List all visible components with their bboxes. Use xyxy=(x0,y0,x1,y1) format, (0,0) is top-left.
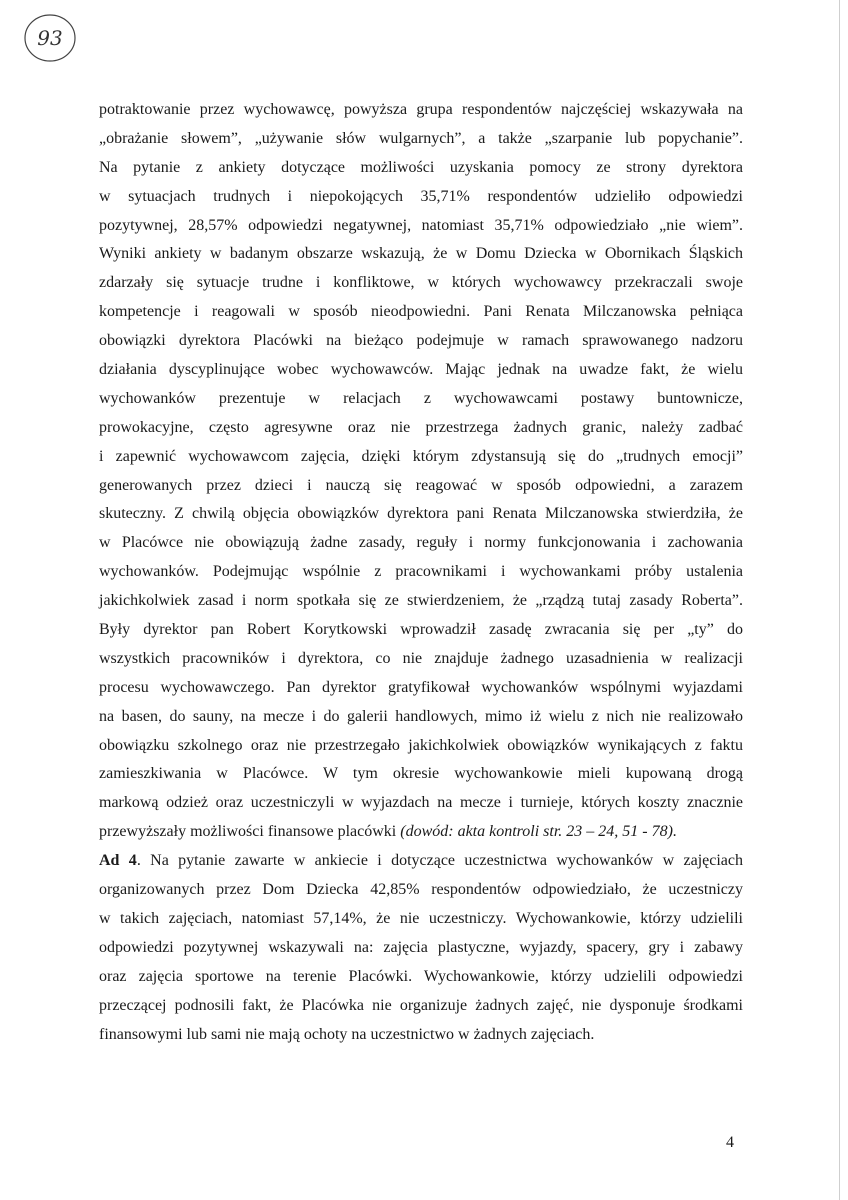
text-line: markową odzież oraz uczestniczyli w wyjazdach na mecze i turnieje, których koszty znacznie xyxy=(99,794,743,812)
text-line: wychowanków. Podejmując wspólnie z pracownikami i wychowankami próby ustalenia xyxy=(99,563,743,581)
text-line: Były dyrektor pan Robert Korytkowski wprowadził zasadę zwracania się per „ty” do xyxy=(99,621,743,639)
scan-edge-line xyxy=(839,0,840,1200)
text-line: potraktowanie przez wychowawcę, powyższa grupa respondentów najczęściej wskazywała na xyxy=(99,101,743,118)
text-line: finansowymi lub sami nie mają ochoty na uczestnictwo w żadnych zajęciach. xyxy=(99,1025,595,1043)
text-line: w Placówce nie obowiązują żadne zasady, reguły i normy funkcjonowania i zachowania xyxy=(99,534,743,552)
text-line: zdarzały się sytuacje trudne i konfliktowe, w których wychowawcy przekraczali swoje xyxy=(99,274,743,292)
text-line: i zapewnić wychowawcom zajęcia, dzięki którym zdystansują się do „trudnych emocji” xyxy=(99,447,743,465)
text-line: oraz zajęcia sportowe na terenie Placówki. Wychowankowie, którzy udzielili odpowiedzi xyxy=(99,967,743,985)
section-label: Ad 4 xyxy=(99,852,137,870)
page-number: 4 xyxy=(726,1134,734,1151)
text-line: w sytuacjach trudnych i niepokojących 35,71% respondentów udzieliło odpowiedzi xyxy=(99,187,743,205)
text-line: odpowiedzi pozytywnej wskazywali na: zajęcia plastyczne, wyjazdy, spacery, gry i zabawy xyxy=(99,938,743,956)
text-line: procesu wychowawczego. Pan dyrektor gratyfikował wychowanków wspólnymi wyjazdami xyxy=(99,678,743,696)
text-line: obowiązku szkolnego oraz nie przestrzegało jakichkolwiek obowiązków wynikających z faktu xyxy=(99,736,743,754)
text-line: kompetencje i reagowali w sposób nieodpowiedni. Pani Renata Milczanowska pełniąca xyxy=(99,303,743,321)
text-line: organizowanych przez Dom Dziecka 42,85% respondentów odpowiedziało, że uczestniczy xyxy=(99,881,743,899)
line-text: . Na pytanie zawarte w ankiecie i dotyczące uczestnictwa wychowanków w zajęciach xyxy=(136,852,744,870)
text-line: skuteczny. Z chwilą objęcia obowiązków dyrektora pani Renata Milczanowska stwierdziła, że xyxy=(99,505,743,523)
text-line: Wyniki ankiety w badanym obszarze wskazują, że w Domu Dziecka w Obornikach Śląskich xyxy=(99,245,743,263)
text-line: pozytywnej, 28,57% odpowiedzi negatywnej, natomiast 35,71% odpowiedziało „nie wiem”. xyxy=(99,216,743,234)
text-line: zamieszkiwania w Placówce. W tym okresie wychowankowie mieli kupowaną drogą xyxy=(99,765,743,783)
stamp-number: 93 xyxy=(37,26,63,50)
handwritten-page-number-stamp xyxy=(22,10,78,66)
evidence-reference: (dowód: akta kontroli str. 23 – 24, 51 - 78). xyxy=(400,823,677,841)
section-line-ad4 xyxy=(99,847,743,876)
text-line: działania dyscyplinujące wobec wychowawców. Mając jednak na uwadze fakt, że wielu xyxy=(99,361,743,379)
text-line: w takich zajęciach, natomiast 57,14%, że nie uczestniczy. Wychowankowie, którzy udzielili xyxy=(99,909,743,927)
text-line: wychowanków prezentuje w relacjach z wychowawcami postawy buntownicze, xyxy=(99,389,743,407)
text-line: obowiązki dyrektora Placówki na bieżąco podejmuje w ramach sprawowanego nadzoru xyxy=(99,332,743,350)
text-line: jakichkolwiek zasad i norm spotkała się ze stwierdzeniem, że „rządzą tutaj zasady Roberta”. xyxy=(99,592,743,610)
text-line-with-evidence xyxy=(99,818,743,847)
line-text: przewyższały możliwości finansowe placówki xyxy=(99,823,401,841)
body-text xyxy=(99,96,743,1049)
text-line: „obrażanie słowem”, „używanie słów wulgarnych”, a także „szarpanie lub popychanie”. xyxy=(99,129,743,147)
text-line: na basen, do sauny, na mecze i do galerii handlowych, mimo iż wielu z nich nie realizowało xyxy=(99,707,743,725)
text-line: wszystkich pracowników i dyrektora, co nie znajduje żadnego uzasadnienia w realizacji xyxy=(99,649,743,667)
text-line: Na pytanie z ankiety dotyczące możliwości uzyskania pomocy ze strony dyrektora xyxy=(99,158,743,176)
text-line: prowokacyjne, często agresywne oraz nie przestrzega żadnych granic, należy zadbać xyxy=(99,418,743,436)
text-line: generowanych przez dzieci i nauczą się reagować w sposób odpowiedni, a zarazem xyxy=(99,476,743,494)
text-line: przeczącej podnosili fakt, że Placówka nie organizuje żadnych zajęć, nie dysponuje środkami xyxy=(99,996,743,1014)
